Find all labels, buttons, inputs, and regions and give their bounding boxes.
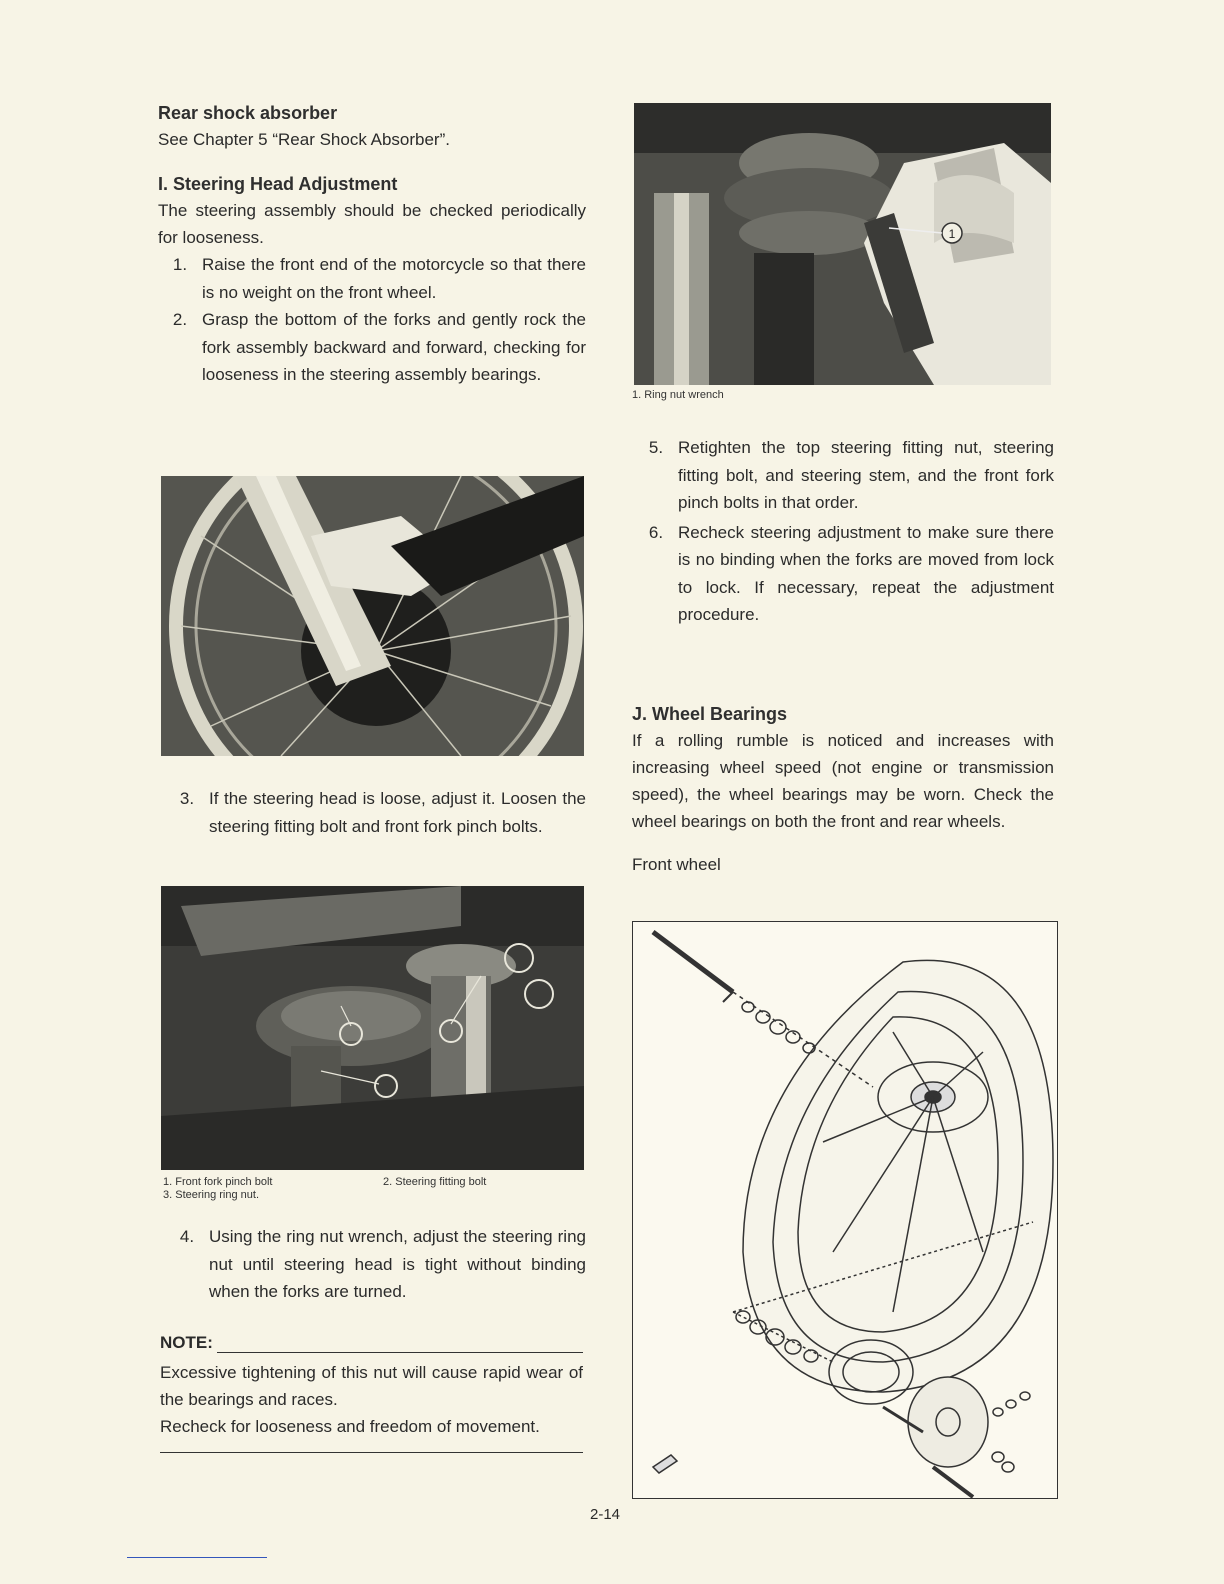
- note-block: [160, 1333, 583, 1453]
- steering-head-heading: I. Steering Head Adjustment: [158, 174, 398, 194]
- photo-ring-nut-caption: 1. Ring nut wrench: [632, 389, 724, 401]
- note-rule: [217, 1334, 583, 1353]
- step-text: If the steering head is loose, adjust it. Loosen the steering fitting bolt and front fork pinch bolts.: [209, 789, 586, 836]
- step-number: 6.: [648, 522, 664, 542]
- step-text: Using the ring nut wrench, adjust the steering ring nut until steering head is tight without binding when the forks are turned.: [209, 1227, 586, 1301]
- step-number: 4.: [179, 1227, 195, 1246]
- steering-step-4: [165, 1223, 586, 1306]
- ring-nut-callout-number: 1: [948, 227, 956, 241]
- note-bottom-rule: [160, 1452, 583, 1453]
- step-number: 3.: [179, 789, 195, 808]
- note-line-1: Excessive tightening of this nut will cause rapid wear of the bearings and races.: [160, 1363, 583, 1409]
- photo-ring-nut-wrench: [634, 103, 1051, 385]
- step-text: Recheck steering adjustment to make sure there is no binding when the forks are moved from lock to lock. If necessary, repeat the adjustment procedure.: [678, 522, 1054, 624]
- step-number: 5.: [648, 438, 664, 457]
- wheel-bearings-text: If a rolling rumble is noticed and increases with increasing wheel speed (not engine or transmission speed), the wheel bearings may be worn. Check the wheel bearings on both the front and rear wheels.: [632, 731, 1054, 831]
- steering-intro: The steering assembly should be checked periodically for looseness.: [158, 201, 586, 247]
- page-number: 2-14: [590, 1506, 621, 1523]
- front-wheel-exploded-diagram: [632, 921, 1058, 1499]
- step-number: 1.: [172, 255, 188, 274]
- step-1: [158, 251, 586, 306]
- step-text: Grasp the bottom of the forks and gently rock the fork assembly backward and forward, checking for looseness in the steering assembly bearings.: [202, 310, 586, 384]
- note-line-2: Recheck for looseness and freedom of movement.: [160, 1417, 540, 1436]
- front-wheel-label: Front wheel: [632, 855, 721, 874]
- steps-5-6-block: [634, 434, 1054, 629]
- note-title-row: [160, 1333, 583, 1353]
- step-text: Retighten the top steering fitting nut, steering fitting bolt, and steering stem, and the front fork pinch bolts in that order.: [678, 438, 1054, 512]
- photo-front-wheel: [161, 476, 584, 756]
- step-number: 2.: [172, 310, 188, 329]
- steering-steps-1-2: [158, 251, 586, 389]
- steering-step-3: [165, 785, 586, 840]
- bottom-link-rule: [127, 1557, 267, 1558]
- rear-shock-heading: Rear shock absorber: [158, 103, 338, 123]
- wheel-bearings-section: [632, 701, 1054, 878]
- step-6: [634, 519, 1054, 629]
- photo-steering-head-caption-2: 2. Steering fitting bolt: [383, 1176, 487, 1188]
- photo-steering-head: [161, 886, 584, 1170]
- rear-shock-text: See Chapter 5 “Rear Shock Absorber”.: [158, 130, 450, 149]
- step-4-block: [165, 1223, 586, 1306]
- note-title: NOTE:: [160, 1333, 213, 1352]
- step-5: [634, 434, 1054, 517]
- photo-steering-head-caption-1: 1. Front fork pinch bolt: [163, 1176, 273, 1188]
- front-wheel-diagram-drawing: [633, 922, 1057, 1498]
- wheel-bearings-heading: J. Wheel Bearings: [632, 704, 788, 724]
- steering-steps-5-6: [634, 434, 1054, 629]
- step-text: Raise the front end of the motorcycle so that there is no weight on the front wheel.: [202, 255, 586, 302]
- left-column: [158, 100, 586, 389]
- ring-nut-photo-drawing: [634, 103, 1051, 385]
- front-wheel-photo-drawing: [161, 476, 584, 756]
- step-3-block: [165, 785, 586, 840]
- photo-steering-head-caption-3: 3. Steering ring nut.: [163, 1189, 260, 1201]
- step-2: [158, 306, 586, 389]
- steering-head-photo-drawing: [161, 886, 584, 1170]
- step-3: [165, 785, 586, 840]
- step-4: [165, 1223, 586, 1306]
